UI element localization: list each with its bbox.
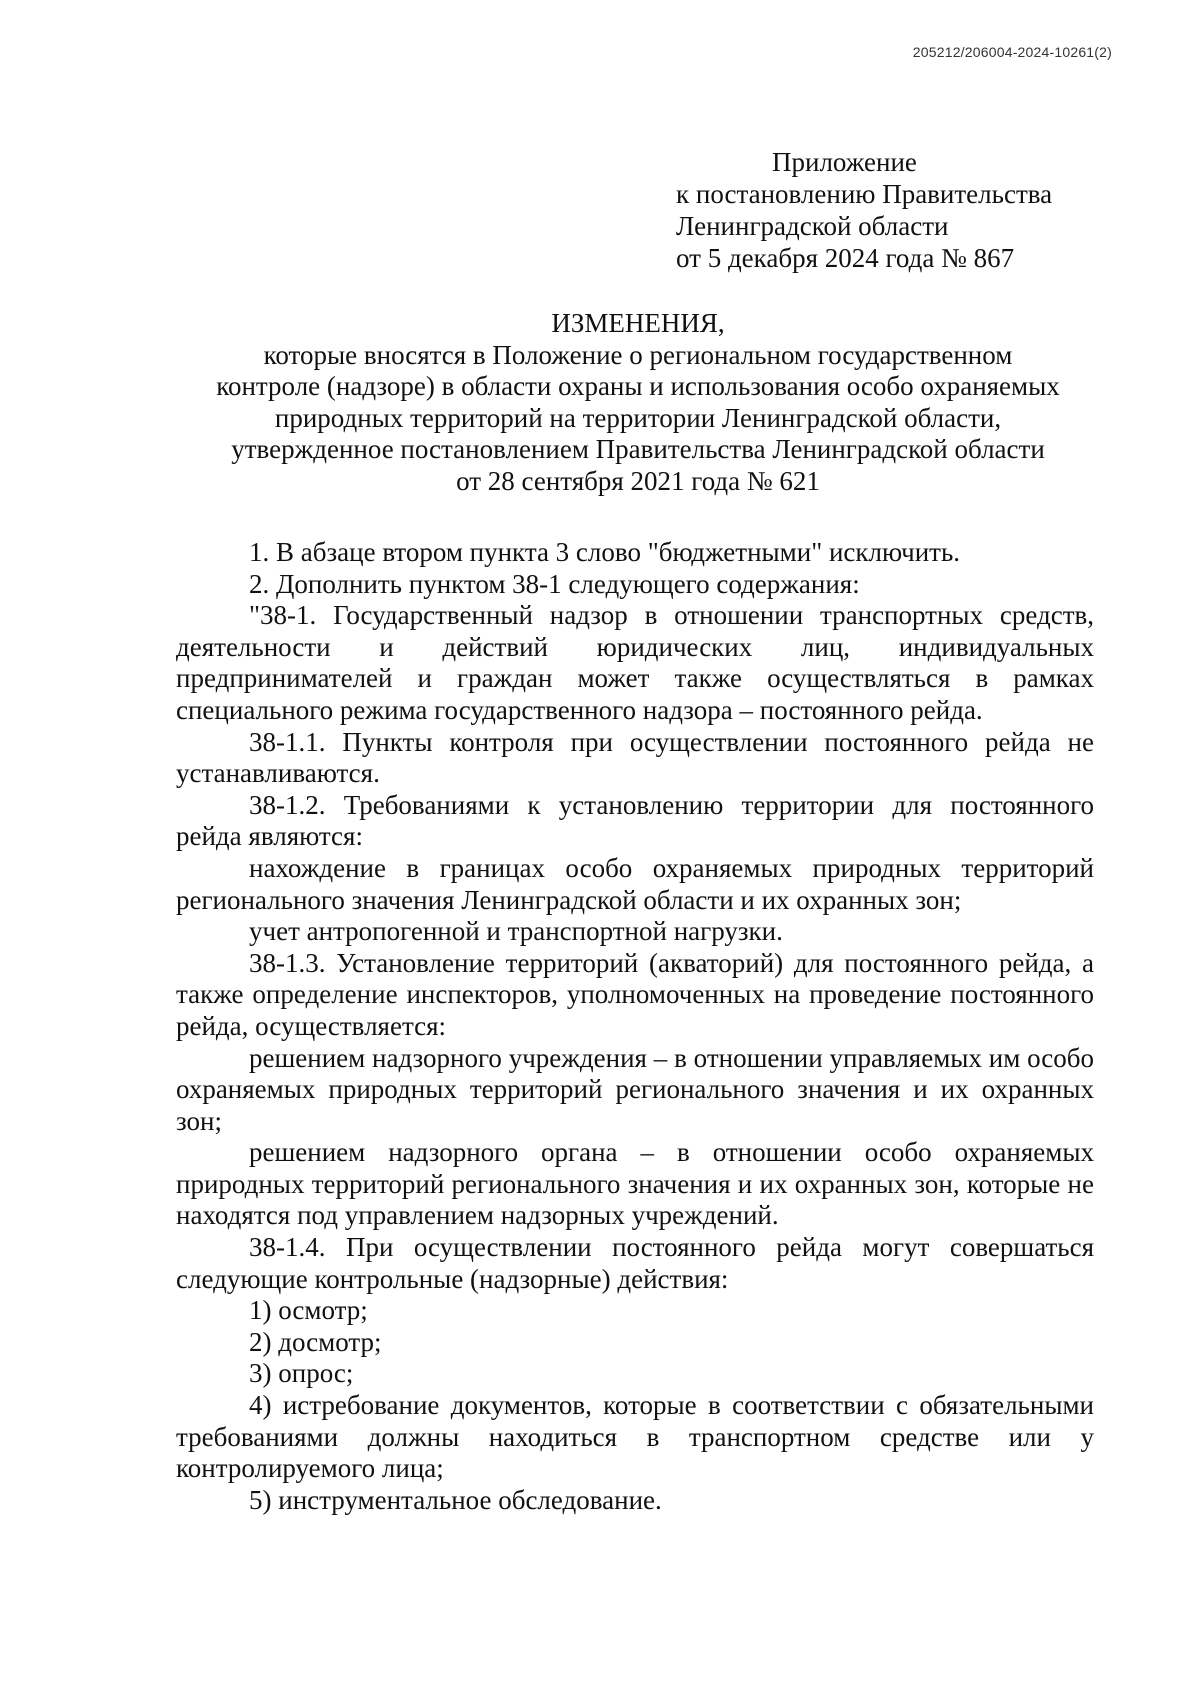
paragraph: 38-1.4. При осуществлении постоянного рейда могут совершаться следующие контрольные (надзорные) действия: — [176, 1232, 1094, 1294]
paragraph: 38-1.1. Пункты контроля при осуществлении постоянного рейда не устанавливаются. — [176, 726, 1094, 789]
paragraph: 38-1.2. Требованиями к установлению территории для постоянного рейда являются: — [176, 789, 1094, 852]
heading-line: утвержденное постановлением Правительства Ленинградской области — [231, 434, 1045, 464]
document-id: 205212/206004-2024-10261(2) — [912, 44, 1112, 60]
paragraph: учет антропогенной и транспортной нагрузки. — [249, 916, 783, 947]
document-body — [176, 537, 1094, 1516]
document-heading — [170, 308, 1106, 497]
paragraph: "38-1. Государственный надзор в отношении транспортных средств, деятельности и действий юридических лиц, индивидуальных предпринимателей и граждан может также осуществляться в рамках специального режима государственного надзора – постоянного рейда. — [176, 600, 1094, 725]
heading-line: природных территорий на территории Ленинградской области, — [274, 402, 1002, 433]
paragraph: 1. В абзаце втором пункта 3 слово "бюджетными" исключить. — [249, 537, 961, 567]
list-item: 1) осмотр; — [249, 1295, 368, 1326]
heading-line: от 28 сентября 2021 года № 621 — [456, 465, 820, 496]
appendix-title: Приложение — [772, 147, 917, 177]
list-item: 3) опрос; — [249, 1358, 354, 1389]
paragraph: 2. Дополнить пунктом 38-1 следующего содержания: — [249, 568, 860, 599]
paragraph: 38-1.3. Установление территорий (акваторий) для постоянного рейда, а также определение инспекторов, уполномоченных на проведение постоянного рейда, осуществляется: — [176, 947, 1094, 1041]
heading-line: контроле (надзоре) в области охраны и использования особо охраняемых — [216, 371, 1060, 401]
appendix-line: Ленинградской области — [676, 211, 949, 241]
appendix-line: к постановлению Правительства — [676, 179, 1053, 209]
list-item: 5) инструментальное обследование. — [249, 1484, 662, 1515]
heading-title: ИЗМЕНЕНИЯ, — [551, 308, 725, 338]
paragraph: решением надзорного органа – в отношении особо охраняемых природных территорий регионального значения и их охранных зон, которые не находятся под управлением надзорных учреждений. — [176, 1137, 1094, 1231]
appendix-block — [676, 146, 1052, 274]
list-item: 2) досмотр; — [249, 1326, 382, 1357]
paragraph: решением надзорного учреждения – в отношении управляемых им особо охраняемых природных территорий регионального значения и их охранных зон; — [176, 1042, 1094, 1136]
list-item: 4) истребование документов, которые в соответствии с обязательными требованиями должны находиться в транспортном средстве или у контролируемого лица; — [176, 1390, 1094, 1484]
appendix-line: от 5 декабря 2024 года № 867 — [676, 243, 1015, 273]
paragraph: нахождение в границах особо охраняемых природных территорий регионального значения Ленинградской области и их охранных зон; — [176, 852, 1094, 915]
heading-line: которые вносятся в Положение о региональном государственном — [263, 339, 1013, 370]
